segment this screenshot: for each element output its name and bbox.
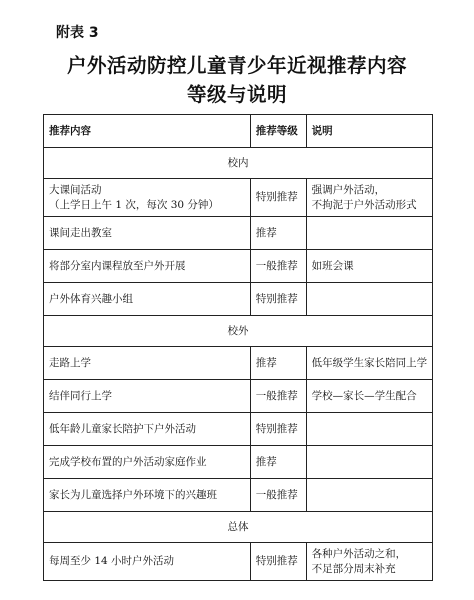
cell-note [306, 479, 432, 512]
cell-content [44, 250, 251, 283]
cell-content [44, 217, 251, 250]
note-line: 不足部分周末补充 [311, 562, 396, 575]
table-row [44, 380, 433, 413]
content-line: 结伴同行上学 [49, 389, 112, 402]
table-row [44, 543, 433, 581]
header-note: 说明 [306, 115, 432, 148]
document-title-line1: 户外活动防控儿童青少年近视推荐内容 [66, 54, 407, 77]
content-line: 每周至少 14 小时户外活动 [49, 555, 175, 567]
cell-content [44, 543, 251, 581]
cell-note [306, 250, 432, 283]
section-title: 校内 [44, 148, 433, 179]
cell-note [306, 179, 432, 217]
cell-content [44, 479, 251, 512]
content-line: 家长为儿童选择户外环境下的兴趣班 [49, 488, 217, 501]
cell-content [44, 380, 251, 413]
note-line: 不拘泥于户外活动形式 [311, 198, 417, 211]
cell-note [306, 446, 432, 479]
note-line: 强调户外活动， [311, 183, 386, 196]
note-line: 各种户外活动之和， [311, 547, 407, 560]
table-row [44, 179, 433, 217]
content-line: 完成学校布置的户外活动家庭作业 [49, 455, 207, 468]
cell-level: 特别推荐 [250, 413, 306, 446]
cell-content [44, 446, 251, 479]
cell-level: 特别推荐 [250, 543, 306, 581]
table-row [44, 479, 433, 512]
content-line: （上学日上午 1 次，每次 30 分钟） [49, 198, 219, 211]
cell-level: 一般推荐 [250, 250, 306, 283]
header-level: 推荐等级 [250, 115, 306, 148]
content-line: 课间走出教室 [49, 226, 112, 239]
table-row [44, 347, 433, 380]
section-row [44, 512, 433, 543]
note-line: 低年级学生家长陪同上学 [311, 356, 428, 369]
table-row [44, 283, 433, 316]
cell-level: 推荐 [250, 347, 306, 380]
section-title: 总体 [44, 512, 433, 543]
table-header-row [44, 115, 433, 148]
cell-content [44, 413, 251, 446]
table-row [44, 413, 433, 446]
content-line: 户外体育兴趣小组 [49, 292, 133, 305]
cell-note [306, 347, 432, 380]
cell-content [44, 347, 251, 380]
section-row [44, 316, 433, 347]
header-content: 推荐内容 [44, 115, 251, 148]
cell-level: 推荐 [250, 217, 306, 250]
section-row [44, 148, 433, 179]
cell-note [306, 413, 432, 446]
content-line: 大课间活动 [49, 183, 102, 196]
section-title: 校外 [44, 316, 433, 347]
cell-level: 推荐 [250, 446, 306, 479]
cell-note [306, 543, 432, 581]
cell-level: 特别推荐 [250, 283, 306, 316]
cell-note [306, 380, 432, 413]
cell-content [44, 179, 251, 217]
table-row [44, 217, 433, 250]
annex-label: 附表 3 [56, 25, 99, 41]
cell-level: 特别推荐 [250, 179, 306, 217]
note-line: 如班会课 [311, 259, 354, 272]
cell-level: 一般推荐 [250, 479, 306, 512]
cell-note [306, 283, 432, 316]
table-row [44, 250, 433, 283]
table-row [44, 446, 433, 479]
content-line: 将部分室内课程放至户外开展 [49, 259, 186, 272]
cell-content [44, 283, 251, 316]
content-line: 低年龄儿童家长陪护下户外活动 [49, 422, 196, 435]
content-line: 走路上学 [49, 356, 91, 369]
note-line: 学校—家长—学生配合 [311, 389, 417, 402]
recommendation-table [43, 114, 433, 581]
cell-note [306, 217, 432, 250]
document-title-line2: 等级与说明 [186, 83, 287, 106]
cell-level: 一般推荐 [250, 380, 306, 413]
